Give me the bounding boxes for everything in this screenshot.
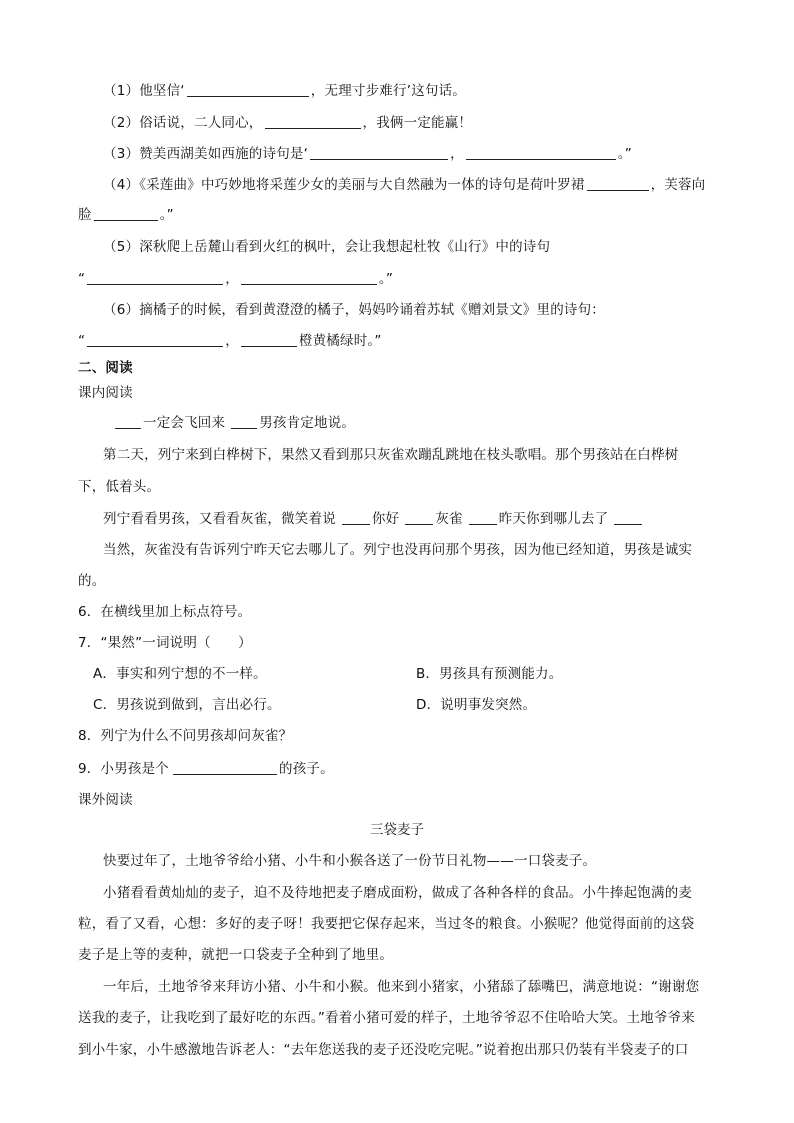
fill-item-6-cont: [78, 331, 382, 351]
item-text: ，我俩一定能赢！: [362, 115, 473, 131]
item-text: 。”: [378, 271, 394, 287]
answer-blank[interactable]: [87, 270, 223, 285]
option-a[interactable]: A．事实和列宁想的不一样。: [93, 666, 267, 682]
story-line: 快要过年了，土地爷爷给小猪、小牛和小猴各送了一份节日礼物——一口袋麦子。: [103, 853, 597, 869]
item-number: （2）: [103, 115, 140, 131]
fill-item-5-cont: [78, 269, 393, 289]
item-text: 《采莲曲》中巧妙地将采莲少女的美丽与大自然融为一体的诗句是荷叶罗裙: [139, 177, 585, 193]
answer-blank[interactable]: [187, 82, 309, 97]
answer-blank[interactable]: [587, 176, 649, 191]
item-text: ，芙蓉向: [650, 177, 706, 193]
item-text: 俗话说，二人同心，: [139, 115, 263, 131]
item-text: ，无理寸步难行’这句话。: [310, 83, 466, 99]
passage-line-4: 当然，灰雀没有告诉列宁昨天它去哪儿了。列宁也没再问那个男孩，因为他已经知道，男孩是诚实: [103, 542, 693, 558]
answer-blank[interactable]: [241, 332, 297, 347]
item-number: （1）: [103, 83, 140, 99]
answer-blank[interactable]: [310, 145, 448, 160]
fill-item-2: [103, 113, 472, 133]
item-text: ，: [225, 333, 239, 349]
passage-text: 列宁看看男孩，又看看灰雀，微笑着说: [103, 511, 336, 527]
passage-text: 一定会飞回来: [143, 415, 226, 431]
subsection-label: 课外阅读: [78, 792, 133, 808]
item-number: （6）: [103, 302, 140, 318]
item-text: ，: [225, 271, 239, 287]
passage-line-3: [103, 509, 644, 529]
item-text: 。”: [617, 146, 632, 162]
option-c[interactable]: C．男孩说到做到，言出必行。: [93, 697, 281, 713]
item-text: “: [78, 333, 86, 349]
item-text: ，: [450, 146, 464, 162]
passage-line-1: [113, 413, 355, 433]
item-text: 摘橘子的时候，看到黄澄澄的橘子，妈妈吟诵着苏轼《赠刘景文》里的诗句：: [139, 302, 606, 318]
passage-line-2b: 下，低着头。: [78, 479, 161, 495]
fill-item-4-cont: [78, 205, 174, 225]
passage-text: 男孩肯定地说。: [259, 415, 356, 431]
option-d[interactable]: D．说明事发突然。: [416, 697, 537, 713]
punctuation-blank[interactable]: [469, 510, 497, 525]
passage-line-4b: 的。: [78, 573, 106, 589]
item-text: 赞美西湖美如西施的诗句是‘: [139, 146, 309, 162]
passage-text: 你好: [371, 511, 400, 527]
question-8: 8．列宁为什么不问男孩却问灰雀？: [78, 728, 293, 744]
answer-blank[interactable]: [87, 332, 223, 347]
passage-text: 昨天你到哪儿去了: [498, 511, 609, 527]
answer-blank[interactable]: [94, 206, 158, 221]
item-number: （4）: [103, 177, 140, 193]
question-6: 6．在横线里加上标点符号。: [78, 604, 252, 620]
fill-item-1: [103, 81, 466, 101]
item-text: “: [78, 271, 86, 287]
fill-item-6: [103, 300, 605, 320]
section-title: 二、阅读: [78, 360, 133, 376]
punctuation-blank[interactable]: [115, 414, 141, 429]
story-line: 麦子是上等的麦种，就把一口袋麦子全种到了地里。: [78, 947, 394, 963]
story-line: 送我的麦子，让我吃到了最好吃的东西。”看着小猪可爱的样子，土地爷爷忍不住哈哈大笑。土地爷爷来: [78, 1010, 695, 1026]
punctuation-blank[interactable]: [231, 414, 257, 429]
answer-blank[interactable]: [466, 145, 616, 160]
story-title: 三袋麦子: [370, 822, 424, 838]
option-b[interactable]: B．男孩具有预测能力。: [416, 666, 563, 682]
item-number: （3）: [103, 146, 140, 162]
question-text: 的孩子。: [279, 761, 334, 777]
item-number: （5）: [103, 239, 140, 255]
item-text: 橙黄橘绿时。”: [298, 333, 382, 349]
item-text: 脸: [78, 207, 92, 223]
answer-blank[interactable]: [173, 760, 277, 775]
answer-blank[interactable]: [265, 114, 361, 129]
story-line: 小猪看看黄灿灿的麦子，迫不及待地把麦子磨成面粉，做成了各种各样的食品。小牛捧起饱满的麦: [103, 885, 693, 901]
passage-line-2: 第二天，列宁来到白桦树下，果然又看到那只灰雀欢蹦乱跳地在枝头歌唱。那个男孩站在白桦树: [103, 447, 679, 463]
item-text: 他坚信‘: [139, 83, 185, 99]
item-text: 深秋爬上岳麓山看到火红的枫叶，会让我想起杜牧《山行》中的诗句: [139, 239, 551, 255]
question-7: 7．“果然”一词说明（ ）: [78, 635, 252, 651]
punctuation-blank[interactable]: [342, 510, 370, 525]
punctuation-blank[interactable]: [614, 510, 642, 525]
subsection-label: 课内阅读: [78, 385, 133, 401]
answer-blank[interactable]: [241, 270, 377, 285]
story-line: 粒，看了又看，心想：多好的麦子呀！我要把它保存起来，当过冬的粮食。小猴呢？他觉得面前的这袋: [78, 916, 695, 932]
fill-item-4: [103, 175, 705, 195]
fill-item-5: [103, 237, 550, 257]
story-line: 一年后，土地爷爷来拜访小猪、小牛和小猴。他来到小猪家，小猪舔了舔嘴巴，满意地说：“谢谢您: [103, 979, 700, 995]
fill-item-3: [103, 144, 632, 164]
passage-text: 灰雀: [435, 511, 463, 527]
story-line: 到小牛家，小牛感激地告诉老人：“去年您送我的麦子还没吃完呢。”说着抱出那只仍装有半袋麦子的口: [78, 1042, 689, 1058]
question-9: [78, 759, 334, 779]
question-text: 9．小男孩是个: [78, 761, 169, 777]
punctuation-blank[interactable]: [405, 510, 433, 525]
item-text: 。”: [159, 207, 174, 223]
